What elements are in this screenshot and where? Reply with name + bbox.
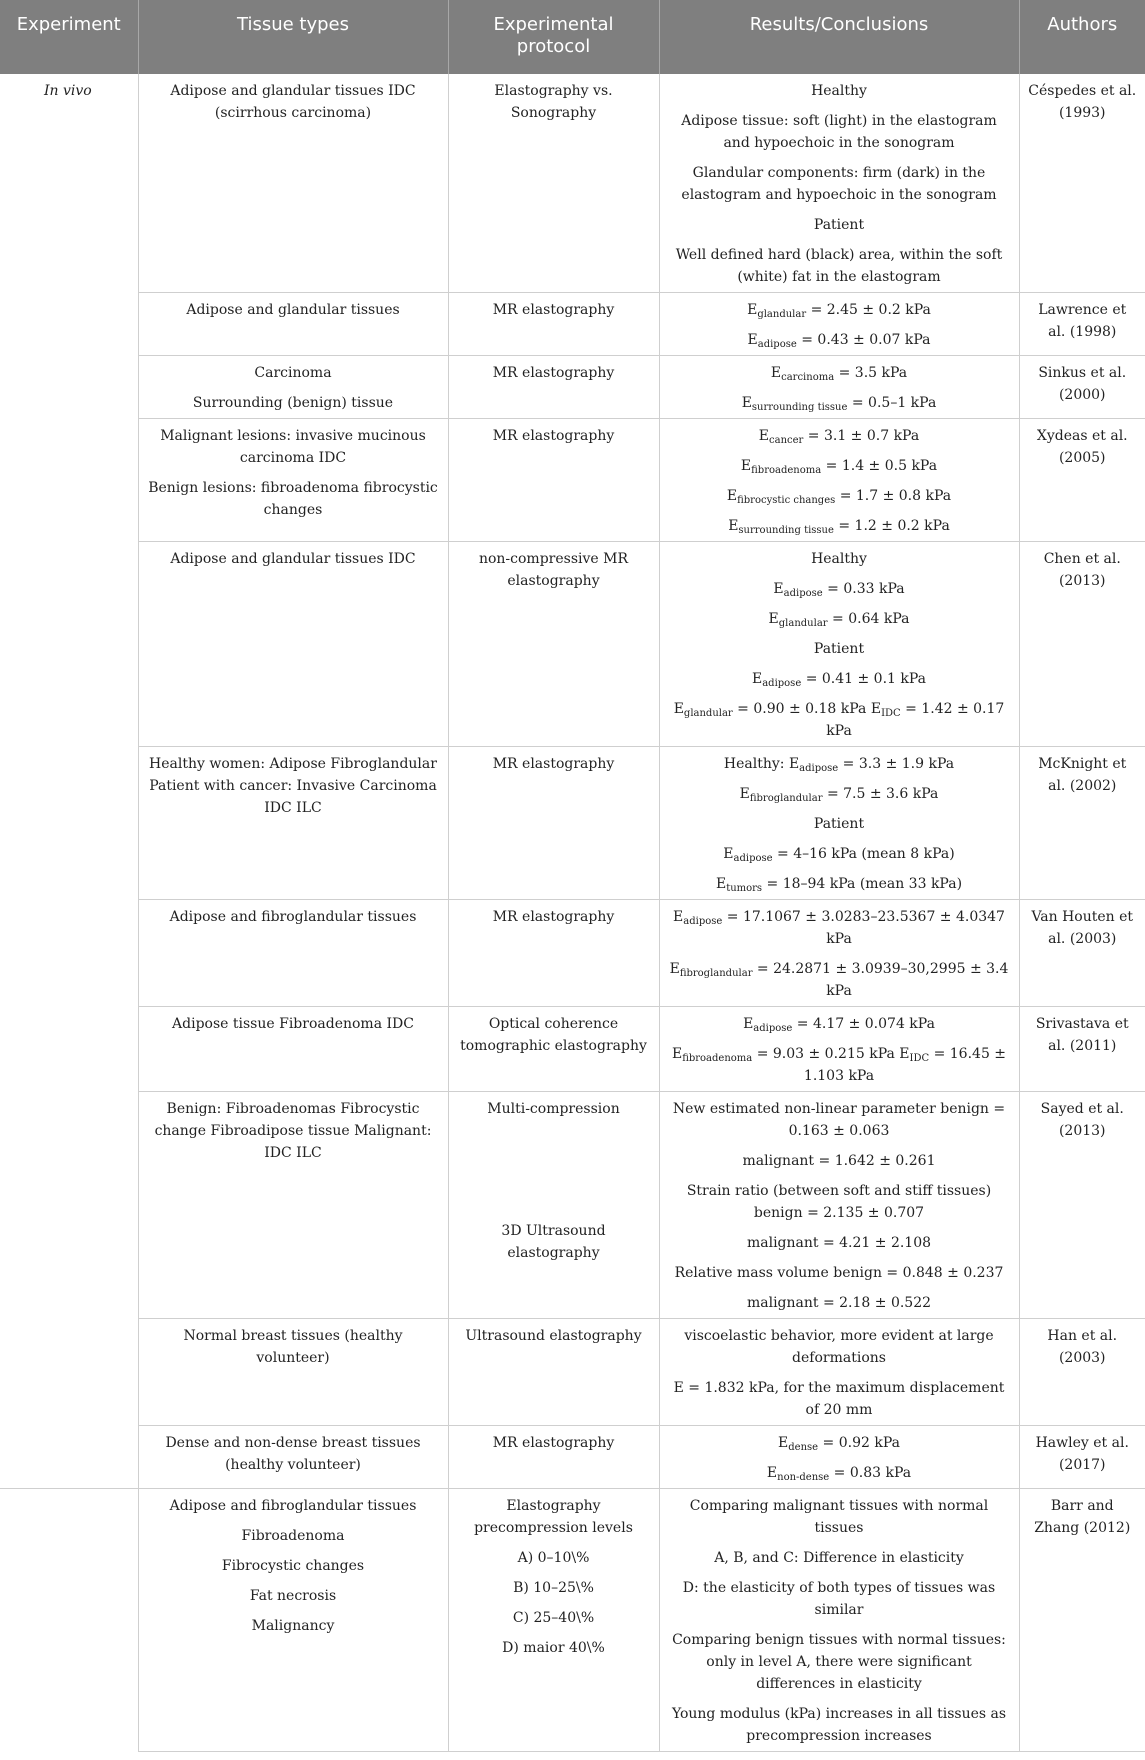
header-tissue-types: Tissue types: [138, 0, 448, 74]
table-row: [0, 1426, 1145, 1489]
result-text: D: the elasticity of both types of tissues was similar: [682, 1580, 996, 1618]
protocol-cell: [448, 1007, 659, 1092]
result-text: = 0.41 ± 0.1 kPa: [801, 671, 927, 687]
result-text: = 0.5–1 kPa: [847, 395, 937, 411]
result-text: E: [715, 876, 727, 892]
results-cell: [659, 1092, 1019, 1319]
result-line: [668, 1262, 1011, 1284]
result-line: [668, 1180, 1011, 1224]
tissue-line: Adipose and glandular tissues IDC (scirrhous carcinoma): [170, 83, 416, 121]
protocol-cell: [448, 293, 659, 356]
protocol-line: MR elastography: [492, 365, 615, 381]
result-text: Adipose tissue: soft (light) in the elastogram and hypoechoic in the sonogram: [681, 113, 997, 151]
experiment-cell: In vivo: [0, 74, 138, 1489]
tissue-line: Adipose and fibroglandular tissues: [169, 909, 417, 925]
protocol-line: non-compressive MR elastography: [478, 551, 629, 589]
experiment-cell-empty: [0, 1489, 138, 1752]
result-text: New estimated non-linear parameter benign = 0.163 ± 0.063: [672, 1101, 1006, 1139]
protocol-line: MR elastography: [492, 1435, 615, 1451]
results-cell: [659, 74, 1019, 293]
result-text: E: [671, 1046, 683, 1062]
protocol-cell: [448, 542, 659, 747]
protocol-line: MR elastography: [492, 428, 615, 444]
result-text: Healthy: E: [723, 756, 800, 772]
result-text: = 1.2 ± 0.2 kPa: [833, 518, 950, 534]
subscript-label: adipose: [762, 678, 802, 689]
result-line: [668, 110, 1011, 154]
tissue-line: Adipose tissue Fibroadenoma IDC: [172, 1016, 414, 1032]
author-cell: McKnight et al. (2002): [1019, 747, 1145, 900]
result-text: E: [723, 846, 734, 862]
subscript-label: adipose: [757, 339, 797, 350]
result-text: = 9.03 ± 0.215 kPa E: [752, 1046, 910, 1062]
result-line: [668, 548, 1011, 570]
subscript-label: adipose: [733, 853, 773, 864]
results-cell: [659, 900, 1019, 1007]
spacer: [457, 1128, 651, 1166]
table-row: [0, 1489, 1145, 1752]
result-line: [668, 1150, 1011, 1172]
result-line: [668, 958, 1011, 1002]
results-cell: [659, 419, 1019, 542]
results-cell: [659, 542, 1019, 747]
result-line: [668, 1043, 1011, 1087]
result-text: Relative mass volume benign = 0.848 ± 0.237: [674, 1265, 1004, 1281]
result-line: [668, 753, 1011, 775]
result-line: [668, 668, 1011, 690]
author-cell: Van Houten et al. (2003): [1019, 900, 1145, 1007]
result-text: malignant = 4.21 ± 2.108: [746, 1235, 932, 1251]
result-text: Healthy: [811, 83, 867, 99]
tissue-cell: [138, 747, 448, 900]
result-text: = 0.90 ± 0.18 kPa E: [732, 701, 882, 717]
tissue-line: Adipose and glandular tissues: [186, 302, 400, 318]
result-text: E: [773, 581, 784, 597]
subscript-label: fibroadenoma: [682, 1053, 753, 1064]
result-text: E: [669, 961, 680, 977]
protocol-line: Elastography precompression levels: [474, 1498, 633, 1536]
table-row: [0, 419, 1145, 542]
tissue-cell: [138, 542, 448, 747]
result-text: E: [728, 518, 739, 534]
author-cell: Srivastava et al. (2011): [1019, 1007, 1145, 1092]
tissue-line: Healthy women: Adipose Fibroglandular Patient with cancer: Invasive Carcinoma IDC ILC: [149, 756, 437, 816]
result-text: E: [741, 395, 752, 411]
table-row: [0, 1319, 1145, 1426]
results-cell: [659, 1426, 1019, 1489]
result-text: Healthy: [811, 551, 867, 567]
tissue-line: Fat necrosis: [249, 1588, 337, 1604]
subscript-label: glandular: [778, 618, 828, 629]
author-cell: Sinkus et al. (2000): [1019, 356, 1145, 419]
protocol-line: A) 0–10\%: [517, 1550, 590, 1566]
result-text: = 1.42 ± 0.17 kPa: [826, 701, 1005, 739]
header-experimental-protocol: Experimental protocol: [448, 0, 659, 74]
result-line: [668, 873, 1011, 895]
tissue-line: Fibroadenoma: [241, 1528, 345, 1544]
result-text: Strain ratio (between soft and stiff tissues) benign = 2.135 ± 0.707: [686, 1183, 992, 1221]
protocol-line: MR elastography: [492, 302, 615, 318]
subscript-label: fibroglandular: [679, 968, 753, 979]
result-text: malignant = 2.18 ± 0.522: [746, 1295, 932, 1311]
protocol-line: B) 10–25\%: [513, 1580, 594, 1596]
results-cell: [659, 1489, 1019, 1752]
result-text: = 17.1067 ± 3.0283–23.5367 ± 4.0347 kPa: [722, 909, 1005, 947]
tissue-line: Malignancy: [251, 1618, 335, 1634]
table-row: [0, 747, 1145, 900]
subscript-label: dense: [788, 1442, 819, 1453]
protocol-line: MR elastography: [492, 909, 615, 925]
tissue-cell: [138, 74, 448, 293]
result-line: [668, 1232, 1011, 1254]
table-row: [0, 542, 1145, 747]
author-cell: Chen et al. (2013): [1019, 542, 1145, 747]
result-line: [668, 1577, 1011, 1621]
result-text: = 1.7 ± 0.8 kPa: [835, 488, 952, 504]
result-text: E: [751, 671, 763, 687]
result-text: Glandular components: firm (dark) in the elastogram and hypoechoic in the sonogram: [681, 165, 997, 203]
author-cell: Sayed et al. (2013): [1019, 1092, 1145, 1319]
protocol-line: Multi-compression: [487, 1101, 620, 1117]
results-cell: [659, 356, 1019, 419]
tissue-line: Fibrocystic changes: [221, 1558, 365, 1574]
protocol-line: Optical coherence tomographic elastography: [460, 1016, 647, 1054]
result-text: = 24.2871 ± 3.0939–30,2995 ± 3.4 kPa: [752, 961, 1009, 999]
result-text: = 0.83 kPa: [829, 1465, 912, 1481]
header-authors: Authors: [1019, 0, 1145, 74]
result-text: = 2.45 ± 0.2 kPa: [806, 302, 931, 318]
subscript-label: non-dense: [777, 1472, 830, 1483]
header-results-conclusions: Results/Conclusions: [659, 0, 1019, 74]
subscript-label: surrounding tissue: [751, 402, 848, 413]
protocol-cell: [448, 747, 659, 900]
tissue-line: Benign lesions: fibroadenoma fibrocystic changes: [148, 480, 438, 518]
subscript-label: adipose: [783, 588, 823, 599]
result-text: = 1.4 ± 0.5 kPa: [821, 458, 938, 474]
protocol-cell: [448, 419, 659, 542]
table-row: [0, 356, 1145, 419]
result-line: [668, 392, 1011, 414]
result-line: [668, 1098, 1011, 1142]
protocol-cell: [448, 1489, 659, 1752]
results-cell: [659, 1007, 1019, 1092]
result-line: [668, 608, 1011, 630]
table-row: [0, 1007, 1145, 1092]
results-cell: [659, 1319, 1019, 1426]
tissue-cell: [138, 1007, 448, 1092]
result-text: = 0.43 ± 0.07 kPa: [796, 332, 931, 348]
result-line: [668, 515, 1011, 537]
result-text: E: [673, 909, 684, 925]
tissue-cell: [138, 356, 448, 419]
result-line: [668, 638, 1011, 660]
result-line: [668, 783, 1011, 805]
subscript-label: cancer: [769, 435, 804, 446]
result-line: [668, 698, 1011, 742]
subscript-label: IDC: [909, 1053, 930, 1064]
protocol-line: MR elastography: [492, 756, 615, 772]
author-cell: Han et al. (2003): [1019, 1319, 1145, 1426]
result-line: [668, 1432, 1011, 1454]
header-experiment: Experiment: [0, 0, 138, 74]
result-line: [668, 1325, 1011, 1369]
protocol-cell: [448, 1426, 659, 1489]
subscript-label: glandular: [757, 309, 807, 320]
result-line: [668, 906, 1011, 950]
result-text: E: [747, 302, 758, 318]
table-row: [0, 74, 1145, 293]
tissue-cell: [138, 293, 448, 356]
tissue-line: Surrounding (benign) tissue: [192, 395, 394, 411]
result-line: [668, 1547, 1011, 1569]
subscript-label: tumors: [726, 883, 763, 894]
result-text: = 3.3 ± 1.9 kPa: [838, 756, 955, 772]
result-line: [668, 1462, 1011, 1484]
result-text: Comparing benign tissues with normal tissues: only in level A, there were significant differences in elasticity: [672, 1632, 1006, 1692]
result-text: A, B, and C: Difference in elasticity: [714, 1550, 964, 1566]
tissue-cell: [138, 419, 448, 542]
result-text: = 7.5 ± 3.6 kPa: [822, 786, 939, 802]
author-cell: Hawley et al. (2017): [1019, 1426, 1145, 1489]
result-text: Well defined hard (black) area, within the soft (white) fat in the elastogram: [675, 247, 1003, 285]
subscript-label: IDC: [881, 708, 901, 719]
table-body: [0, 74, 1145, 1752]
tissue-line: Dense and non-dense breast tissues (healthy volunteer): [165, 1435, 421, 1473]
table-row: [0, 1092, 1145, 1319]
subscript-label: carcinoma: [781, 372, 835, 383]
result-text: E: [770, 365, 782, 381]
result-line: [668, 80, 1011, 102]
result-text: E: [739, 786, 750, 802]
results-cell: [659, 293, 1019, 356]
results-cell: [659, 747, 1019, 900]
subscript-label: fibroadenoma: [751, 465, 822, 476]
author-cell: Xydeas et al. (2005): [1019, 419, 1145, 542]
tissue-cell: [138, 1319, 448, 1426]
result-text: = 0.92 kPa: [818, 1435, 900, 1451]
result-line: [668, 362, 1011, 384]
result-text: E: [726, 488, 738, 504]
result-text: = 0.33 kPa: [822, 581, 905, 597]
protocol-cell: [448, 1319, 659, 1426]
tissue-line: Adipose and fibroglandular tissues: [169, 1498, 417, 1514]
protocol-line: Elastography vs. Sonography: [494, 83, 613, 121]
result-text: E: [778, 1435, 789, 1451]
result-text: E = 1.832 kPa, for the maximum displacement of 20 mm: [673, 1380, 1005, 1418]
subscript-label: adipose: [683, 916, 723, 927]
result-text: Comparing malignant tissues with normal tissues: [689, 1498, 989, 1536]
result-line: [668, 1013, 1011, 1035]
result-text: = 0.64 kPa: [827, 611, 910, 627]
result-line: [668, 455, 1011, 477]
result-line: [668, 1703, 1011, 1747]
result-text: viscoelastic behavior, more evident at large deformations: [684, 1328, 994, 1366]
result-text: E: [740, 458, 752, 474]
author-cell: Céspedes et al. (1993): [1019, 74, 1145, 293]
result-text: = 4–16 kPa (mean 8 kPa): [772, 846, 955, 862]
result-line: [668, 244, 1011, 288]
result-text: Patient: [813, 641, 865, 657]
tissue-line: Malignant lesions: invasive mucinous carcinoma IDC: [160, 428, 426, 466]
protocol-line: 3D Ultrasound elastography: [501, 1223, 606, 1261]
protocol-cell: [448, 356, 659, 419]
subscript-label: adipose: [799, 763, 839, 774]
result-text: E: [743, 1016, 754, 1032]
result-line: [668, 299, 1011, 321]
tissue-line: Benign: Fibroadenomas Fibrocystic change Fibroadipose tissue Malignant: IDC ILC: [154, 1101, 432, 1161]
result-line: [668, 1377, 1011, 1421]
result-text: Young modulus (kPa) increases in all tissues as precompression increases: [671, 1706, 1007, 1744]
protocol-cell: [448, 1092, 659, 1319]
subscript-label: adipose: [753, 1023, 793, 1034]
result-text: = 3.1 ± 0.7 kPa: [803, 428, 920, 444]
author-cell: Barr and Zhang (2012): [1019, 1489, 1145, 1752]
result-text: Patient: [813, 816, 865, 832]
protocol-line: C) 25–40\%: [512, 1610, 595, 1626]
result-line: [668, 578, 1011, 600]
tissue-line: Carcinoma: [254, 365, 332, 381]
result-text: = 16.45 ± 1.103 kPa: [803, 1046, 1007, 1084]
tissue-cell: [138, 1092, 448, 1319]
tissue-line: Normal breast tissues (healthy volunteer): [183, 1328, 403, 1366]
spacer: [457, 1174, 651, 1212]
subscript-label: fibrocystic changes: [737, 495, 836, 506]
protocol-line: Ultrasound elastography: [465, 1328, 642, 1344]
tissue-cell: [138, 1489, 448, 1752]
protocol-cell: [448, 74, 659, 293]
subscript-label: glandular: [683, 708, 733, 719]
result-text: E: [673, 701, 684, 717]
protocol-line: D) maior 40\%: [502, 1640, 605, 1656]
author-cell: Lawrence et al. (1998): [1019, 293, 1145, 356]
result-line: [668, 329, 1011, 351]
subscript-label: surrounding tissue: [738, 525, 834, 536]
table-row: [0, 900, 1145, 1007]
tissue-cell: [138, 1426, 448, 1489]
result-text: = 18–94 kPa (mean 33 kPa): [762, 876, 963, 892]
result-text: E: [768, 611, 779, 627]
tissue-line: Adipose and glandular tissues IDC: [170, 551, 416, 567]
result-text: = 3.5 kPa: [834, 365, 908, 381]
result-line: [668, 1495, 1011, 1539]
result-line: [668, 843, 1011, 865]
result-line: [668, 425, 1011, 447]
table-row: [0, 293, 1145, 356]
result-text: E: [766, 1465, 778, 1481]
tissue-cell: [138, 900, 448, 1007]
result-text: malignant = 1.642 ± 0.261: [742, 1153, 936, 1169]
result-line: [668, 162, 1011, 206]
result-text: Patient: [813, 217, 865, 233]
result-text: E: [758, 428, 770, 444]
subscript-label: fibroglandular: [749, 793, 823, 804]
result-line: [668, 485, 1011, 507]
header-row: [0, 0, 1145, 74]
result-line: [668, 1629, 1011, 1695]
result-line: [668, 813, 1011, 835]
result-line: [668, 1292, 1011, 1314]
result-line: [668, 214, 1011, 236]
result-text: E: [747, 332, 758, 348]
protocol-cell: [448, 900, 659, 1007]
result-text: = 4.17 ± 0.074 kPa: [792, 1016, 935, 1032]
